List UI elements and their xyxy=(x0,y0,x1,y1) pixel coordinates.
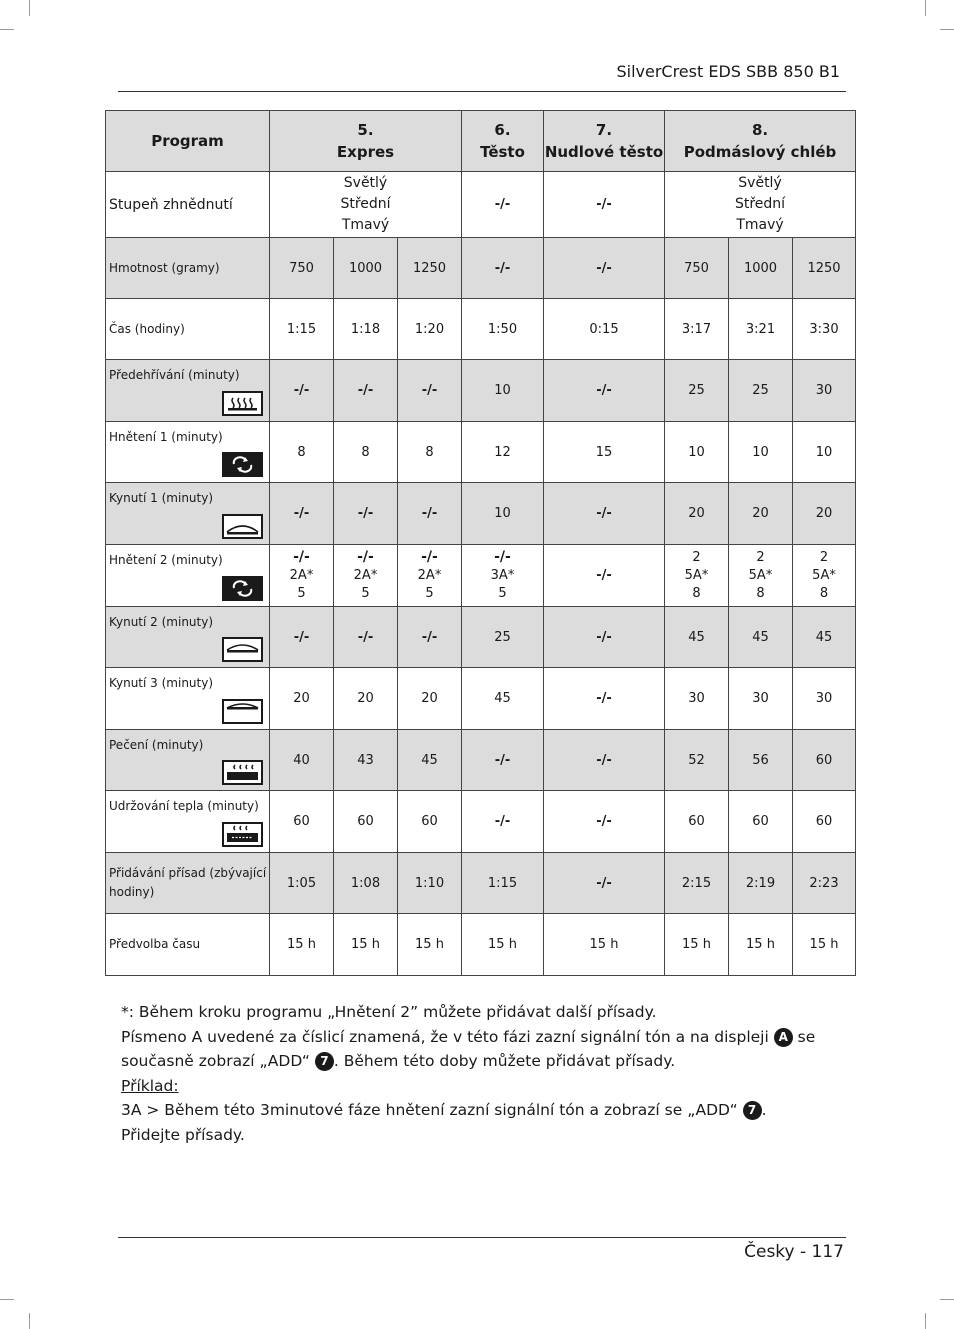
value-cell: 2 5A* 8 xyxy=(729,545,793,607)
value-cell: 60 xyxy=(665,791,729,853)
table-row xyxy=(106,545,856,607)
program-table xyxy=(105,110,856,976)
value-cell: 25 xyxy=(462,607,544,668)
row-label: Čas (hodiny) xyxy=(106,299,270,360)
crop-mark xyxy=(940,1299,954,1300)
preheat-icon xyxy=(222,391,263,416)
display-7-badge: 7 xyxy=(315,1052,334,1071)
value-cell: 10 xyxy=(665,422,729,483)
value-cell: 2:15 xyxy=(665,853,729,914)
value-cell: -/- xyxy=(462,238,544,299)
value-cell: 15 h xyxy=(793,914,856,976)
table-row xyxy=(106,360,856,422)
value-cell: 10 xyxy=(462,360,544,422)
table-header-row xyxy=(106,111,856,172)
value-cell: 1:18 xyxy=(334,299,398,360)
keep-warm-icon xyxy=(222,822,263,847)
value-cell: -/- xyxy=(270,360,334,422)
notes xyxy=(121,1000,821,1147)
value-cell: 3:21 xyxy=(729,299,793,360)
value-cell: 15 h xyxy=(270,914,334,976)
knead-icon xyxy=(222,452,263,477)
value-cell: 15 h xyxy=(729,914,793,976)
value-cell: 25 xyxy=(729,360,793,422)
browning-cell: -/- xyxy=(544,172,665,238)
row-label: Kynutí 2 (minuty) xyxy=(106,607,270,668)
value-cell: -/- xyxy=(544,483,665,545)
value-cell: 1:05 xyxy=(270,853,334,914)
value-cell: 1:10 xyxy=(398,853,462,914)
value-cell: -/- xyxy=(544,853,665,914)
browning-cell: -/- xyxy=(462,172,544,238)
value-cell: 1000 xyxy=(729,238,793,299)
table-row xyxy=(106,791,856,853)
value-cell: 60 xyxy=(270,791,334,853)
value-cell: 15 h xyxy=(334,914,398,976)
value-cell: 45 xyxy=(729,607,793,668)
value-cell: 15 h xyxy=(544,914,665,976)
value-cell: 3:17 xyxy=(665,299,729,360)
table-row xyxy=(106,853,856,914)
footer-rule xyxy=(118,1237,846,1238)
value-cell: 52 xyxy=(665,730,729,791)
value-cell: -/- xyxy=(544,791,665,853)
value-cell: 30 xyxy=(729,668,793,730)
row-label: Hmotnost (gramy) xyxy=(106,238,270,299)
browning-levels: Světlý Střední Tmavý xyxy=(665,172,856,238)
value-cell: 15 h xyxy=(398,914,462,976)
value-cell: 0:15 xyxy=(544,299,665,360)
value-cell: -/- 2A* 5 xyxy=(334,545,398,607)
value-cell: 30 xyxy=(665,668,729,730)
note-line: Písmeno A uvedené za číslicí znamená, že v této fázi zazní signální tón a na displeji A se současně zobrazí „ADD“ 7 . Během této doby můžete přidávat přísady. xyxy=(121,1027,816,1070)
row-label: Pečení (minuty) xyxy=(106,730,270,791)
table-row xyxy=(106,914,856,976)
value-cell: 15 xyxy=(544,422,665,483)
value-cell: 1000 xyxy=(334,238,398,299)
crop-mark xyxy=(29,0,30,16)
note-line: 3A > Během této 3minutové fáze hnětení zazní signální tón a zobrazí se „ADD“ 7 . Přidejte přísady. xyxy=(121,1101,767,1144)
row-label: Přidávání přísad (zbývající hodiny) xyxy=(106,853,270,914)
value-cell: -/- xyxy=(544,360,665,422)
rise-1-icon xyxy=(222,514,263,539)
value-cell: -/- 3A* 5 xyxy=(462,545,544,607)
program-8-header: 8. Podmáslový chléb xyxy=(665,111,856,172)
value-cell: 60 xyxy=(334,791,398,853)
value-cell: 1250 xyxy=(398,238,462,299)
row-label: Udržování tepla (minuty) xyxy=(106,791,270,853)
value-cell: 10 xyxy=(729,422,793,483)
table-row xyxy=(106,607,856,668)
value-cell: 60 xyxy=(398,791,462,853)
table-row xyxy=(106,483,856,545)
bake-icon xyxy=(222,760,263,785)
row-label: Hnětení 2 (minuty) xyxy=(106,545,270,607)
value-cell: 20 xyxy=(398,668,462,730)
row-label: Předvolba času xyxy=(106,914,270,976)
value-cell: 45 xyxy=(665,607,729,668)
value-cell: 2 5A* 8 xyxy=(793,545,856,607)
value-cell: 10 xyxy=(462,483,544,545)
crop-mark xyxy=(925,1313,926,1329)
value-cell: 15 h xyxy=(462,914,544,976)
value-cell: 20 xyxy=(270,668,334,730)
value-cell: 3:30 xyxy=(793,299,856,360)
table-row xyxy=(106,238,856,299)
value-cell: 20 xyxy=(665,483,729,545)
value-cell: 8 xyxy=(270,422,334,483)
table-row xyxy=(106,422,856,483)
value-cell: 15 h xyxy=(665,914,729,976)
value-cell: -/- xyxy=(544,545,665,607)
note-line: *: Během kroku programu „Hnětení 2” můžete přidávat další přísady. xyxy=(121,1003,657,1021)
value-cell: 20 xyxy=(334,668,398,730)
value-cell: 12 xyxy=(462,422,544,483)
value-cell: 25 xyxy=(665,360,729,422)
value-cell: 20 xyxy=(793,483,856,545)
value-cell: 1250 xyxy=(793,238,856,299)
value-cell: 56 xyxy=(729,730,793,791)
table-body xyxy=(106,238,856,976)
program-6-header: 6. Těsto xyxy=(462,111,544,172)
browning-levels: Světlý Střední Tmavý xyxy=(270,172,462,238)
value-cell: 750 xyxy=(270,238,334,299)
value-cell: 1:15 xyxy=(462,853,544,914)
value-cell: 20 xyxy=(729,483,793,545)
value-cell: 60 xyxy=(729,791,793,853)
row-label: Hnětení 1 (minuty) xyxy=(106,422,270,483)
value-cell: 1:20 xyxy=(398,299,462,360)
value-cell: 750 xyxy=(665,238,729,299)
program-5-header: 5. Expres xyxy=(270,111,462,172)
crop-mark xyxy=(940,29,954,30)
value-cell: 1:15 xyxy=(270,299,334,360)
page-footer: Česky - 117 xyxy=(744,1242,844,1262)
table-row xyxy=(106,299,856,360)
value-cell: 60 xyxy=(793,730,856,791)
value-cell: -/- xyxy=(270,483,334,545)
row-label: Kynutí 1 (minuty) xyxy=(106,483,270,545)
row-label: Kynutí 3 (minuty) xyxy=(106,668,270,730)
value-cell: 60 xyxy=(793,791,856,853)
row-label: Stupeň zhnědnutí xyxy=(106,172,270,238)
value-cell: 2 5A* 8 xyxy=(665,545,729,607)
value-cell: 10 xyxy=(793,422,856,483)
crop-mark xyxy=(0,1299,14,1300)
value-cell: 40 xyxy=(270,730,334,791)
value-cell: 8 xyxy=(334,422,398,483)
crop-mark xyxy=(0,29,14,30)
row-label: Předehřívání (minuty) xyxy=(106,360,270,422)
value-cell: 1:50 xyxy=(462,299,544,360)
rise-2-icon xyxy=(222,637,263,662)
table-row xyxy=(106,730,856,791)
knead-icon xyxy=(222,576,263,601)
value-cell: -/- xyxy=(270,607,334,668)
page-header-title: SilverCrest EDS SBB 850 B1 xyxy=(616,62,840,81)
value-cell: 2:19 xyxy=(729,853,793,914)
display-a-badge: A xyxy=(774,1028,793,1047)
program-header: Program xyxy=(106,111,270,172)
value-cell: 45 xyxy=(398,730,462,791)
value-cell: -/- 2A* 5 xyxy=(398,545,462,607)
value-cell: 1:08 xyxy=(334,853,398,914)
value-cell: 43 xyxy=(334,730,398,791)
value-cell: -/- xyxy=(398,607,462,668)
table-row xyxy=(106,668,856,730)
header-rule xyxy=(118,91,846,92)
value-cell: -/- xyxy=(398,483,462,545)
value-cell: 45 xyxy=(793,607,856,668)
browning-row xyxy=(106,172,856,238)
value-cell: -/- xyxy=(334,360,398,422)
rise-3-icon xyxy=(222,699,263,724)
crop-mark xyxy=(29,1313,30,1329)
value-cell: -/- 2A* 5 xyxy=(270,545,334,607)
value-cell: -/- xyxy=(462,730,544,791)
value-cell: -/- xyxy=(544,238,665,299)
display-7-badge: 7 xyxy=(743,1101,762,1120)
value-cell: -/- xyxy=(334,607,398,668)
value-cell: -/- xyxy=(334,483,398,545)
value-cell: -/- xyxy=(462,791,544,853)
program-7-header: 7. Nudlové těsto xyxy=(544,111,665,172)
value-cell: -/- xyxy=(544,668,665,730)
value-cell: 30 xyxy=(793,668,856,730)
value-cell: 8 xyxy=(398,422,462,483)
value-cell: -/- xyxy=(544,607,665,668)
value-cell: -/- xyxy=(398,360,462,422)
value-cell: 30 xyxy=(793,360,856,422)
value-cell: -/- xyxy=(544,730,665,791)
example-label: Příklad: xyxy=(121,1076,179,1095)
crop-mark xyxy=(925,0,926,16)
value-cell: 45 xyxy=(462,668,544,730)
value-cell: 2:23 xyxy=(793,853,856,914)
